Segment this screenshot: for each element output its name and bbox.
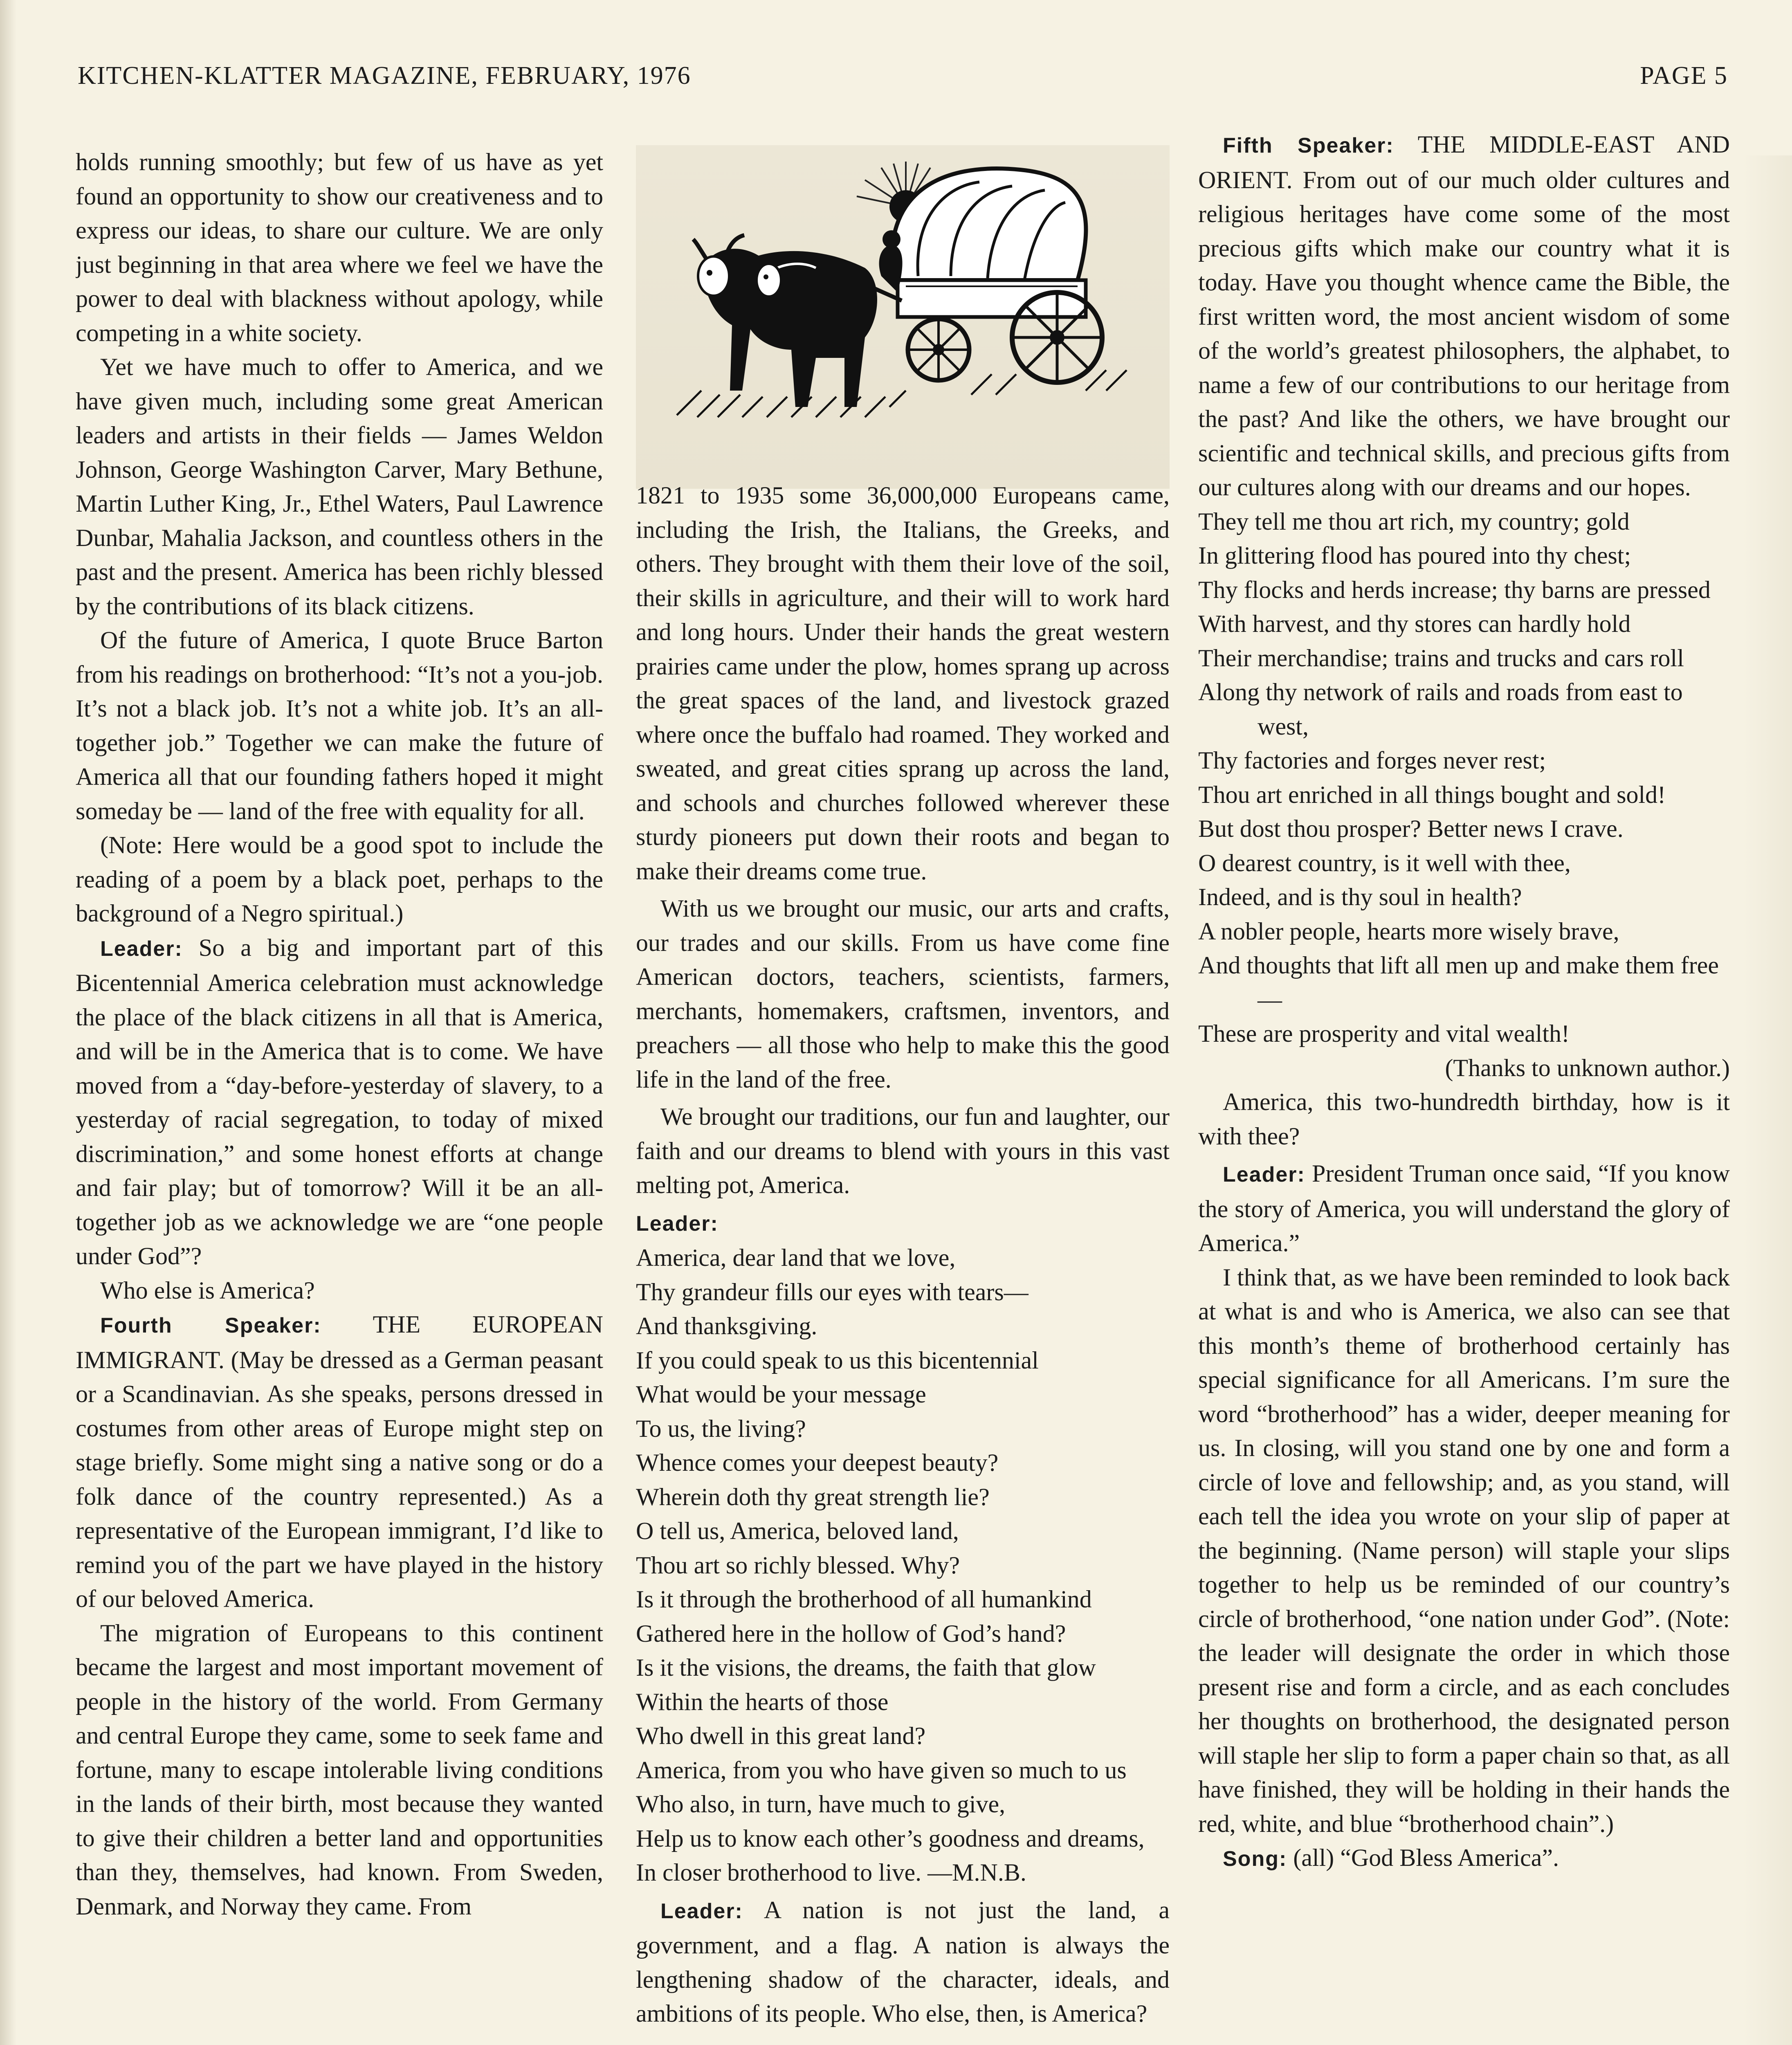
paragraph (76, 931, 603, 1274)
poem-line: Thy factories and forges never rest; (1198, 747, 1546, 774)
ground-lines (677, 370, 1127, 417)
speaker-label: Fourth Speaker: (100, 1314, 321, 1337)
page-header (78, 61, 1728, 106)
wagon-wheel-rear (1012, 292, 1102, 382)
covered-wagon-illustration (636, 145, 1170, 489)
poem-line: O dearest country, is it well with thee, (1198, 849, 1571, 876)
poem-line: Thy flocks and herds increase; thy barns are pressed (1198, 576, 1711, 603)
poem-line: Is it the visions, the dreams, the faith that glow (636, 1654, 1096, 1681)
poem-line: Who dwell in this great land? (636, 1722, 926, 1749)
speaker-label: Leader: (636, 1211, 719, 1236)
oxen (693, 235, 902, 407)
magazine-title: KITCHEN-KLATTER MAGAZINE, FEBRUARY, 1976 (78, 62, 691, 90)
paragraph: 1821 to 1935 some 36,000,000 Europeans came, including the Irish, the Italians, the Greeks, and others. They brought with them their love of the soil, their skills in agriculture, and their will to work hard and long hours. Under their hands the great western prairies came under the plow, homes sprang up across the great spaces of the land, and livestock grazed where once the buffalo had roamed. They worked and sweated, and great cities sprang up across the land, and schools and churches followed wherever these sturdy pioneers put down their roots and began to make their dreams come true. (636, 482, 1170, 885)
paragraph: We brought our traditions, our fun and laughter, our faith and our dreams to blend with yours in this vast melting pot, America. (636, 1103, 1170, 1198)
poem-line: Help us to know each other’s goodness and dreams, (636, 1825, 1145, 1852)
poem-line: They tell me thou art rich, my country; gold (1198, 508, 1630, 535)
wagon-wheel-front (908, 319, 969, 380)
poem-line: Thou art so richly blessed. Why? (636, 1551, 960, 1579)
paragraph: The migration of Europeans to this continent became the largest and most important movement of people in the history of the world. From Germany and central Europe they came, some to seek fame and fortune, many to escape intolerable living conditions in the lands of their birth, most because they wanted to give their children a better land and opportunities than they, themselves, had known. From Sweden, Denmark, and Norway they came. From (76, 1619, 603, 1920)
poem-line: To us, the living? (636, 1415, 806, 1442)
poem-line: America, dear land that we love, (636, 1244, 956, 1271)
paragraph-text: President Truman once said, “If you know the story of America, you will understand the glory of America.” (1198, 1160, 1730, 1256)
poem-line: But dost thou prosper? Better news I crave. (1198, 815, 1624, 842)
speaker-label: Song: (1223, 1847, 1287, 1871)
speaker-label: Fifth Speaker: (1223, 134, 1394, 157)
poem-line: Thy grandeur fills our eyes with tears— (636, 1278, 1028, 1306)
paragraph: Yet we have much to offer to America, and we have given much, including some great American leaders and artists in their fields — James Weldon Johnson, George Washington Carver, Mary Bethune, Martin Luther King, Jr., Ethel Waters, Paul Lawrence Dunbar, Mahalia Jackson, and countless others in the past and the present. America has been richly blessed by the contributions of its black citizens. (76, 353, 603, 620)
poem-line: If you could speak to us this bicentennial (636, 1346, 1039, 1374)
poem (636, 1241, 1170, 1890)
poem-line: In glittering flood has poured into thy chest; (1198, 542, 1631, 569)
poem-line: Their merchandise; trains and trucks and cars roll (1198, 644, 1684, 672)
poem-line: O tell us, America, beloved land, (636, 1517, 959, 1544)
poem-line: Indeed, and is thy soul in health? (1198, 883, 1522, 910)
paragraph (76, 1308, 603, 1616)
column-1 (76, 145, 603, 2045)
poem-line: Thou art enriched in all things bought and sold! (1198, 781, 1666, 808)
paragraph-text: (all) “God Bless America”. (1293, 1844, 1559, 1871)
covered-wagon-drawing (652, 145, 1153, 489)
paragraph: America, this two-hundredth birthday, how is it with thee? (1198, 1088, 1730, 1150)
poem-line: America, from you who have given so much to us (636, 1756, 1127, 1784)
paragraph-text: THE MIDDLE-EAST AND ORIENT. From out of our much older cultures and religious heritages have come some of the most precious gifts which make our country what it is today. Have you thought whence came the Bible, the first written word, the most ancient wisdom of some of the world’s greatest philosophers, the alphabet, to name a few of our contributions to our heritage from the past? And like the others, we have brought our scientific and technical skills, and precious gifts from our cultures along with our dreams and our hopes. (1198, 131, 1730, 501)
poem-line: And thanksgiving. (636, 1312, 817, 1339)
poem (1198, 505, 1730, 1051)
paragraph: Who else is America? (100, 1276, 315, 1304)
poem-line: And thoughts that lift all men up and make them free — (1198, 952, 1719, 1013)
poem-line: A nobler people, hearts more wisely brave, (1198, 917, 1619, 945)
paragraph (1198, 1157, 1730, 1261)
paragraph-text: So a big and important part of this Bicentennial America celebration must acknowledge the place of the black citizens in all that is America, and will be in the America that is to come. We have moved from a “day-before-yesterday of slavery, to a yesterday of racial segregation, to today of mixed discrimination,” and some honest efforts at change and fair play; but of tomorrow? Will it be an all-together job as we acknowledge we are “one people under God”? (76, 934, 603, 1270)
page-edge-shadow (0, 0, 16, 2045)
poem-line: Within the hearts of those (636, 1688, 889, 1715)
paragraph-text: A nation is not just the land, a government, and a flag. A nation is always the lengthening shadow of the character, ideals, and ambitions of its people. Who else, then, is America? (636, 1896, 1170, 2027)
paragraph (636, 1206, 1170, 1241)
poem-line: Gathered here in the hollow of God’s hand? (636, 1620, 1066, 1647)
paragraph: I think that, as we have been reminded to look back at what is and who is America, we also can see that this month’s theme of brotherhood certainly has special significance for all Americans. I’m sure the word “brotherhood” has a wider, deeper meaning for us. In closing, will you stand one by one and form a circle of love and fellowship; and, as you stand, will each tell the idea you wrote on your slip of paper at the beginning. (Name person) will staple your slips together to help us be reminded of our country’s circle of brotherhood, “one nation under God”. (Note: the leader will designate the order in which those present rise and form a circle, and as each concludes her thoughts on brotherhood, the designated person will staple her slip to form a paper chain so that, as all have finished, they will be holding in their hands the red, white, and blue “brotherhood chain”.) (1198, 1263, 1730, 1837)
poem-line: In closer brotherhood to live. —M.N.B. (636, 1859, 1026, 1886)
column-3 (1198, 128, 1730, 2045)
paragraph: Of the future of America, I quote Bruce Barton from his readings on brotherhood: “It’s not a you-job. It’s not a black job. It’s not a white job. It’s an all-together job.” Together we can make the future of America all that our founding fathers hoped it might someday be — land of the free with equality for all. (76, 627, 603, 825)
driver (879, 245, 903, 292)
paragraph (1198, 1841, 1730, 1876)
bleed-through-shadow (1743, 155, 1792, 2045)
paragraph (1198, 128, 1730, 505)
speaker-label: Leader: (660, 1899, 743, 1923)
poem-line: What would be your message (636, 1381, 926, 1408)
paragraph (636, 1893, 1170, 2031)
poem-line: Who also, in turn, have much to give, (636, 1791, 1006, 1818)
poem-line: Along thy network of rails and roads from east to west, (1198, 679, 1683, 740)
paragraph-text: THE EUROPEAN IMMIGRANT. (May be dressed as a German peasant or a Scandinavian. As she speaks, persons dressed in costumes from other areas of Europe might step on stage briefly. Some might sing a native song or do a folk dance of the country represented.) As a representative of the European immigrant, I’d like to remind you of the part we have played in the history of our beloved America. (76, 1311, 603, 1612)
speaker-label: Leader: (1223, 1163, 1305, 1187)
paragraph: With us we brought our music, our arts and crafts, our trades and our skills. From us have come fine American doctors, teachers, scientists, farmers, merchants, homemakers, craftsmen, inventors, and preachers — all those who help to make this the good life in the land of the free. (636, 895, 1170, 1093)
poem-credit: (Thanks to unknown author.) (1445, 1054, 1730, 1081)
page-number: PAGE 5 (1640, 62, 1728, 90)
poem-line: With harvest, and thy stores can hardly hold (1198, 610, 1631, 637)
poem-line: Whence comes your deepest beauty? (636, 1449, 999, 1476)
note-paragraph: (Note: Here would be a good spot to include the reading of a poem by a black poet, perhaps to the background of a Negro spiritual.) (76, 831, 603, 927)
poem-line: These are prosperity and vital wealth! (1198, 1020, 1570, 1047)
poem-line: Wherein doth thy great strength lie? (636, 1483, 990, 1510)
speaker-label: Leader: (100, 937, 183, 961)
column-2 (636, 479, 1170, 2045)
poem-line: Is it through the brotherhood of all humankind (636, 1586, 1092, 1613)
paragraph: holds running smoothly; but few of us have as yet found an opportunity to show our creativeness and to express our ideas, to share our culture. We are only just beginning in that area where we feel we have the power to deal with blackness without apology, while competing in a white society. (76, 148, 603, 346)
